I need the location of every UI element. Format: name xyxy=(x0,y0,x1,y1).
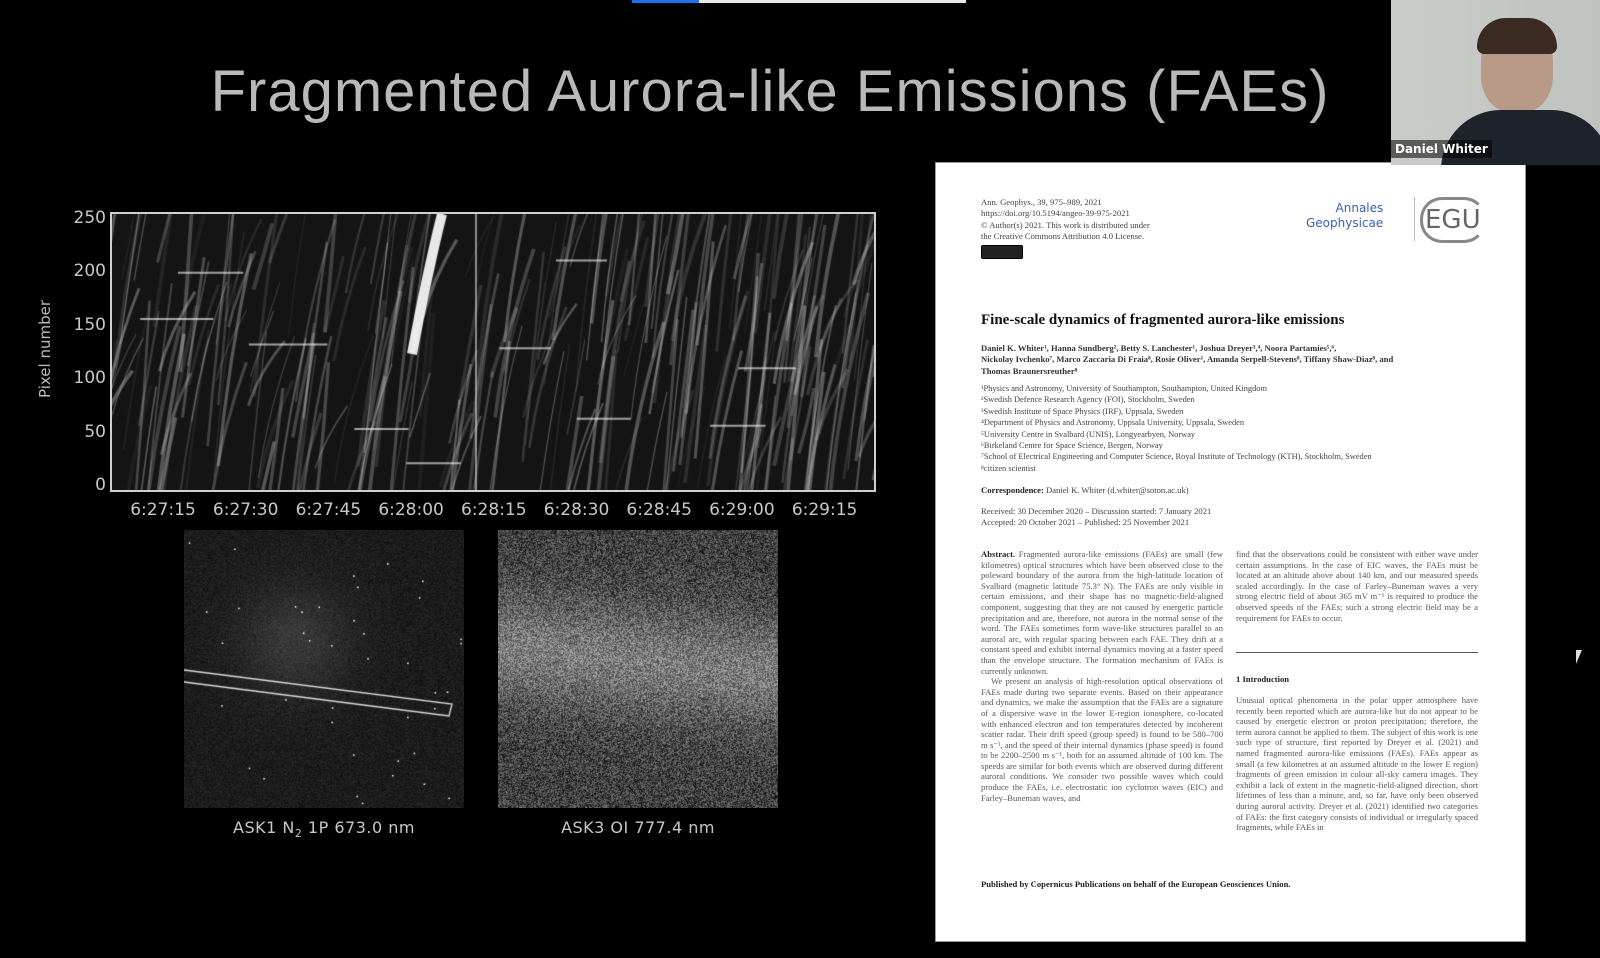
x-tick-label: 6:27:15 xyxy=(130,500,196,520)
affiliation: ⁸citizen scientist xyxy=(981,463,1036,473)
affiliations xyxy=(981,383,1372,474)
abstract-text: We present an analysis of high-resolution optical observations of FAEs made during two separate events. Based on their appearance and dynamics, we make the assumption that the FAEs are a signature of a dispersive wave in the lower E-region ionosphere, co-located with enhanced electron and ion temperatures detected by incoherent scatter radar. Their drift speed (group speed) is found to be 580–700 m s⁻¹, and the speed of their internal dynamics (phase speed) is found to be 2200–2500 m s⁻¹, both for an assumed altitude of 100 km. The speeds are similar for both events which are observed during different auroral conditions. We consider two possible waves which could produce the FAEs, i.e. electrostatic ion cyclotron waves (EIC) and Farley–Buneman waves, and xyxy=(981,676,1223,803)
keogram-plot xyxy=(110,212,876,492)
citation: Ann. Geophys., 39, 975–989, 2021 xyxy=(981,197,1102,207)
x-tick-label: 6:29:00 xyxy=(709,500,775,520)
x-tick-label: 6:27:30 xyxy=(212,500,279,520)
y-tick-label: 50 xyxy=(84,421,106,442)
egu-logo: EGU xyxy=(1420,197,1486,243)
caption-text: 1P 673.0 nm xyxy=(302,818,415,837)
ask3-camera-frame xyxy=(498,530,778,808)
paper-footer: Published by Copernicus Publications on behalf of the European Geosciences Union. xyxy=(981,879,1291,889)
x-tick-label: 6:28:45 xyxy=(626,500,692,520)
journal-line: Annales xyxy=(1335,201,1384,215)
x-tick-label: 6:28:15 xyxy=(461,500,527,520)
author-line: Thomas Braunersreuther⁸ xyxy=(981,365,1078,376)
correspondence xyxy=(981,485,1189,496)
paper-title: Fine-scale dynamics of fragmented aurora-like emissions xyxy=(981,312,1345,328)
y-tick-label: 150 xyxy=(73,314,106,335)
keogram-y-label: Pixel number xyxy=(36,300,54,399)
paper-page xyxy=(935,162,1526,942)
license-line: the Creative Commons Attribution 4.0 License. xyxy=(981,231,1145,242)
y-tick-label: 0 xyxy=(95,475,106,495)
abstract xyxy=(981,549,1223,803)
ask1-camera-frame xyxy=(184,530,464,808)
dates xyxy=(981,506,1211,529)
keogram-image xyxy=(112,214,874,490)
intro-heading: 1 Introduction xyxy=(1236,674,1290,684)
author-line: Daniel K. Whiter¹, Hanna Sundberg², Betty S. Lanchester¹, Joshua Dreyer³,⁴, Noora Partamies⁵,⁶, xyxy=(981,343,1337,353)
x-tick-label: 6:27:45 xyxy=(295,500,362,520)
abstract-label: Abstract. xyxy=(981,549,1016,559)
y-tick-label: 250 xyxy=(73,208,106,228)
license-line: © Author(s) 2021. This work is distributed under xyxy=(981,219,1150,230)
abstract-continued: find that the observations could be consistent with either wave under certain assumptions. In the case of EIC waves, the FAEs must be located at an altitude above about 140 km, and our measured speeds scaled accordingly. In the case of Farley–Buneman waves a very strong electric field of about 365 mV m⁻¹ is required to produce the observed speeds of the FAEs; such a strong electric field may be a requirement for FAEs to occur. xyxy=(1236,549,1478,623)
caption-text: ASK1 N xyxy=(233,818,295,837)
affiliation: ⁵University Centre in Svalbard (UNIS), Longyearbyen, Norway xyxy=(981,429,1196,439)
ask1-image xyxy=(184,530,464,808)
affiliation: ⁷School of Electrical Engineering and Computer Science, Royal Institute of Technology (KTH), Stockholm, Sweden xyxy=(981,452,1372,462)
journal-name xyxy=(1306,201,1383,231)
paper-header xyxy=(981,197,1150,259)
x-tick-label: 6:28:30 xyxy=(543,500,610,520)
ask3-caption: ASK3 OI 777.4 nm xyxy=(561,818,715,837)
cc-by-badge-icon xyxy=(981,245,1023,259)
caption-subscript: 2 xyxy=(294,827,303,841)
progress-fill xyxy=(632,0,699,3)
affiliation: ⁶Birkeland Centre for Space Science, Bergen, Norway xyxy=(981,441,1163,451)
x-tick-label: 6:29:15 xyxy=(791,500,858,520)
author-line: Nickolay Ivchenko⁷, Marco Zaccaria Di Fraia⁸, Rosie Oliver¹, Amanda Serpell-Stevens⁸, Tiffany Shaw-Diaz⁸, and xyxy=(981,354,1394,365)
intro-text: Unusual optical phenomena in the polar upper atmosphere have recently been reported which are aurora-like but do not appear to be caused by energetic electron or proton precipitation; therefore, the term aurora cannot be applied to them. The subject of this work is one such type of structure, first reported by Dreyer et al. (2021) and named fragmented aurora-like emissions (FAEs). FAEs appear as small (a few kilometres at an assumed altitude in the lower E region) fragments of green emission in colour all-sky camera images. They exhibit a lack of extent in the magnetic-field-aligned direction, short lifetimes of less than a minute, and, so far, have only been observed during auroral activity. Dreyer et al. (2021) identified two categories of FAEs: the first category consists of individual or irregularly spaced fragments, while FAEs in xyxy=(1236,695,1478,833)
date-line: Accepted: 20 October 2021 – Published: 25 November 2021 xyxy=(981,517,1190,528)
journal-line: Geophysicae xyxy=(1306,216,1384,230)
date-line: Received: 30 December 2020 – Discussion started: 7 January 2021 xyxy=(981,506,1212,516)
ask1-caption xyxy=(184,818,464,840)
affiliation: ⁴Department of Physics and Astronomy, Uppsala University, Uppsala, Sweden xyxy=(981,418,1245,428)
slide-title: Fragmented Aurora-like Emissions (FAEs) xyxy=(210,59,1330,124)
y-tick-label: 100 xyxy=(73,368,106,389)
x-tick-label: 6:28:00 xyxy=(378,500,444,520)
affiliation: ¹Physics and Astronomy, University of Southampton, Southampton, United Kingdom xyxy=(981,384,1268,393)
affiliation: ²Swedish Defence Research Agency (FOI), Stockholm, Sweden xyxy=(981,395,1195,405)
participant-hair xyxy=(1477,18,1557,54)
correspondence-label: Correspondence: xyxy=(981,485,1044,495)
abstract-text: Fragmented aurora-like emissions (FAEs) are small (few kilometres) optical structures which have been observed close to the poleward boundary of the aurora from the high-latitude location of Svalbard (magnetic latitude 75.3° N). The FAEs are only visible in certain emissions, and their shape has no magnetic-field-aligned component, suggesting that they are not caused by energetic particle precipitation and are, therefore, not aurora in the normal sense of the word. The FAEs sometimes form wave-like structures parallel to an auroral arc, with regular spacing between each FAE. They drift at a constant speed and exhibit internal dynamics moving at a faster speed than the envelope structure. The formation mechanism of FAEs is currently unknown. xyxy=(981,549,1223,676)
authors xyxy=(981,343,1393,377)
correspondence-text: Daniel K. Whiter (d.whiter@soton.ac.uk) xyxy=(1043,485,1189,495)
divider xyxy=(1414,197,1415,241)
presentation-progress-bar xyxy=(632,0,966,3)
participant-name-label: Daniel Whiter xyxy=(1391,140,1492,158)
doi: https://doi.org/10.5194/angeo-39-975-2021 xyxy=(981,208,1130,219)
ask3-image xyxy=(498,530,778,808)
y-tick-label: 200 xyxy=(73,261,106,282)
affiliation: ³Swedish Institute of Space Physics (IRF), Uppsala, Sweden xyxy=(981,406,1184,416)
mouse-cursor-icon xyxy=(1576,650,1582,664)
divider xyxy=(1236,652,1478,653)
